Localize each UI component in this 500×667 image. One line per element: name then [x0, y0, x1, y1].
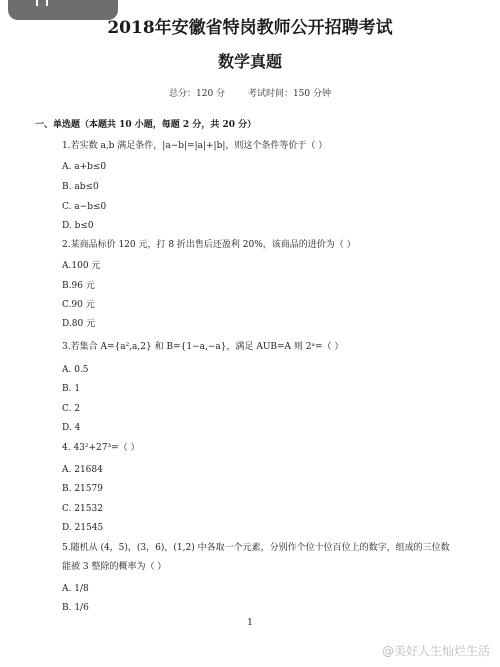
question-4-option-a: A. 21684: [62, 465, 103, 475]
question-1-option-d: D. b≤0: [62, 221, 94, 231]
exam-time: 考试时间：150 分钟: [247, 89, 331, 99]
question-3-stem: 3.若集合 A={a²,a,2} 和 B={1−a,−a}，满足 AUB=A 则 2ᵃ=（ ）: [62, 342, 344, 352]
question-2-option-b: B.96 元: [62, 281, 95, 291]
question-5-option-a: A. 1/8: [62, 584, 89, 594]
question-5-option-b: B. 1/6: [62, 603, 89, 613]
question-4-stem: 4. 43²+27³=（ ）: [62, 443, 140, 453]
question-2-stem: 2.某商品标价 120 元，打 8 折出售后还盈利 20%，该商品的进价为（ ）: [62, 240, 356, 250]
question-4-option-d: D. 21545: [62, 523, 104, 533]
page-number: 1: [247, 618, 253, 628]
exam-title: 2018年安徽省特岗教师公开招聘考试: [107, 18, 393, 38]
question-1-option-c: C. a−b≤0: [62, 202, 107, 212]
section-title: 一、单选题（本题共 10 小题，每题 2 分，共 20 分）: [35, 120, 257, 130]
question-3-option-d: D. 4: [62, 423, 81, 433]
question-3-option-a: A. 0.5: [62, 365, 89, 375]
exam-meta: [0, 86, 500, 99]
question-2-option-c: C.90 元: [62, 300, 95, 310]
question-3-option-b: B. 1: [62, 384, 81, 394]
question-2-option-d: D.80 元: [62, 319, 96, 329]
question-1-option-b: B. ab≤0: [62, 182, 99, 192]
tab-mark-icon: [36, 0, 48, 6]
question-1-stem: 1.若实数 a,b 满足条件，|a−b|=|a|+|b|，则这个条件等价于（ ）: [62, 141, 328, 151]
question-1-option-a: A. a+b≤0: [62, 162, 107, 172]
question-5-stem-continued: 能被 3 整除的概率为（ ）: [62, 562, 167, 572]
question-2-option-a: A.100 元: [62, 261, 101, 271]
question-4-option-c: C. 21532: [62, 504, 103, 514]
question-3-option-c: C. 2: [62, 404, 81, 414]
question-4-option-b: B. 21579: [62, 484, 103, 494]
exam-subtitle: 数学真题: [217, 52, 282, 71]
watermark: @美好人生灿烂生活: [381, 644, 490, 658]
question-5-stem: 5.随机从 (4，5)，(3，6)，(1,2) 中各取一个元素，分别作个位十位百位上的数字，组成的三位数: [62, 543, 450, 553]
total-score: 总分：120 分: [169, 89, 226, 99]
